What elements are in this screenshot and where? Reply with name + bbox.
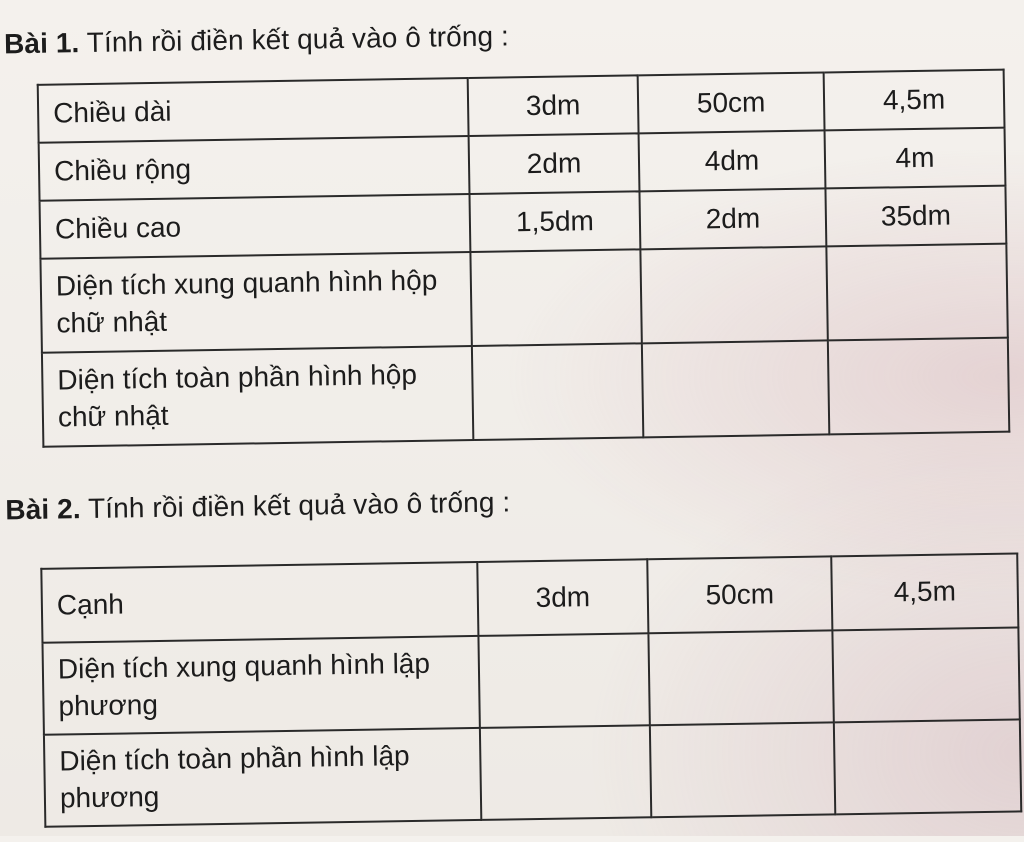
table-cell: 50cm [638, 72, 825, 133]
table-cell: 4m [825, 128, 1006, 189]
row-header-edge: Cạnh [41, 562, 478, 643]
row-header-lateral-area: Diện tích xung quanh hình hộp chữ nhật [40, 252, 471, 353]
exercise-1-label: Bài 1. [3, 27, 80, 60]
exercise-1-instruction: Tính rồi điền kết quả vào ô trống : [86, 20, 510, 59]
table-cell: 2dm [469, 133, 640, 194]
row-header-lateral-area: Diện tích xung quanh hình lập phương [42, 636, 479, 735]
table-cell: 4,5m [824, 70, 1005, 131]
answer-cell[interactable] [834, 719, 1021, 814]
table-cell: 4dm [639, 130, 826, 191]
table-cell: 1,5dm [469, 191, 640, 252]
answer-cell[interactable] [828, 338, 1009, 435]
answer-cell[interactable] [642, 340, 829, 437]
answer-cell[interactable] [472, 343, 643, 440]
answer-cell[interactable] [470, 249, 641, 346]
exercise-2-label: Bài 2. [5, 493, 81, 526]
exercise-2-title [5, 486, 510, 526]
row-header-width: Chiều rộng [39, 136, 470, 201]
row-header-height: Chiều cao [40, 194, 471, 259]
answer-cell[interactable] [640, 246, 827, 343]
answer-cell[interactable] [650, 722, 835, 817]
exercise-2-table [40, 552, 1022, 827]
table-cell: 4,5m [831, 553, 1018, 630]
table-cell: 3dm [468, 75, 639, 136]
row-header-total-area: Diện tích toàn phần hình lập phương [44, 728, 481, 827]
table-row [44, 719, 1021, 826]
table-cell: 3dm [477, 559, 648, 636]
exercise-1-table [37, 69, 1011, 448]
table-cell: 2dm [639, 188, 826, 249]
answer-cell[interactable] [478, 633, 649, 728]
answer-cell[interactable] [648, 630, 833, 725]
table-cell: 50cm [647, 556, 832, 633]
exercise-1-title [4, 20, 509, 60]
exercise-2-instruction: Tính rồi điền kết quả vào ô trống : [87, 486, 511, 525]
table-row [42, 338, 1009, 447]
row-header-length: Chiều dài [38, 78, 469, 143]
answer-cell[interactable] [832, 627, 1019, 722]
answer-cell[interactable] [826, 244, 1007, 341]
table-cell: 35dm [825, 186, 1006, 247]
table-row [40, 244, 1007, 353]
answer-cell[interactable] [480, 725, 651, 820]
table-row [42, 627, 1019, 734]
row-header-total-area: Diện tích toàn phần hình hộp chữ nhật [42, 346, 473, 447]
